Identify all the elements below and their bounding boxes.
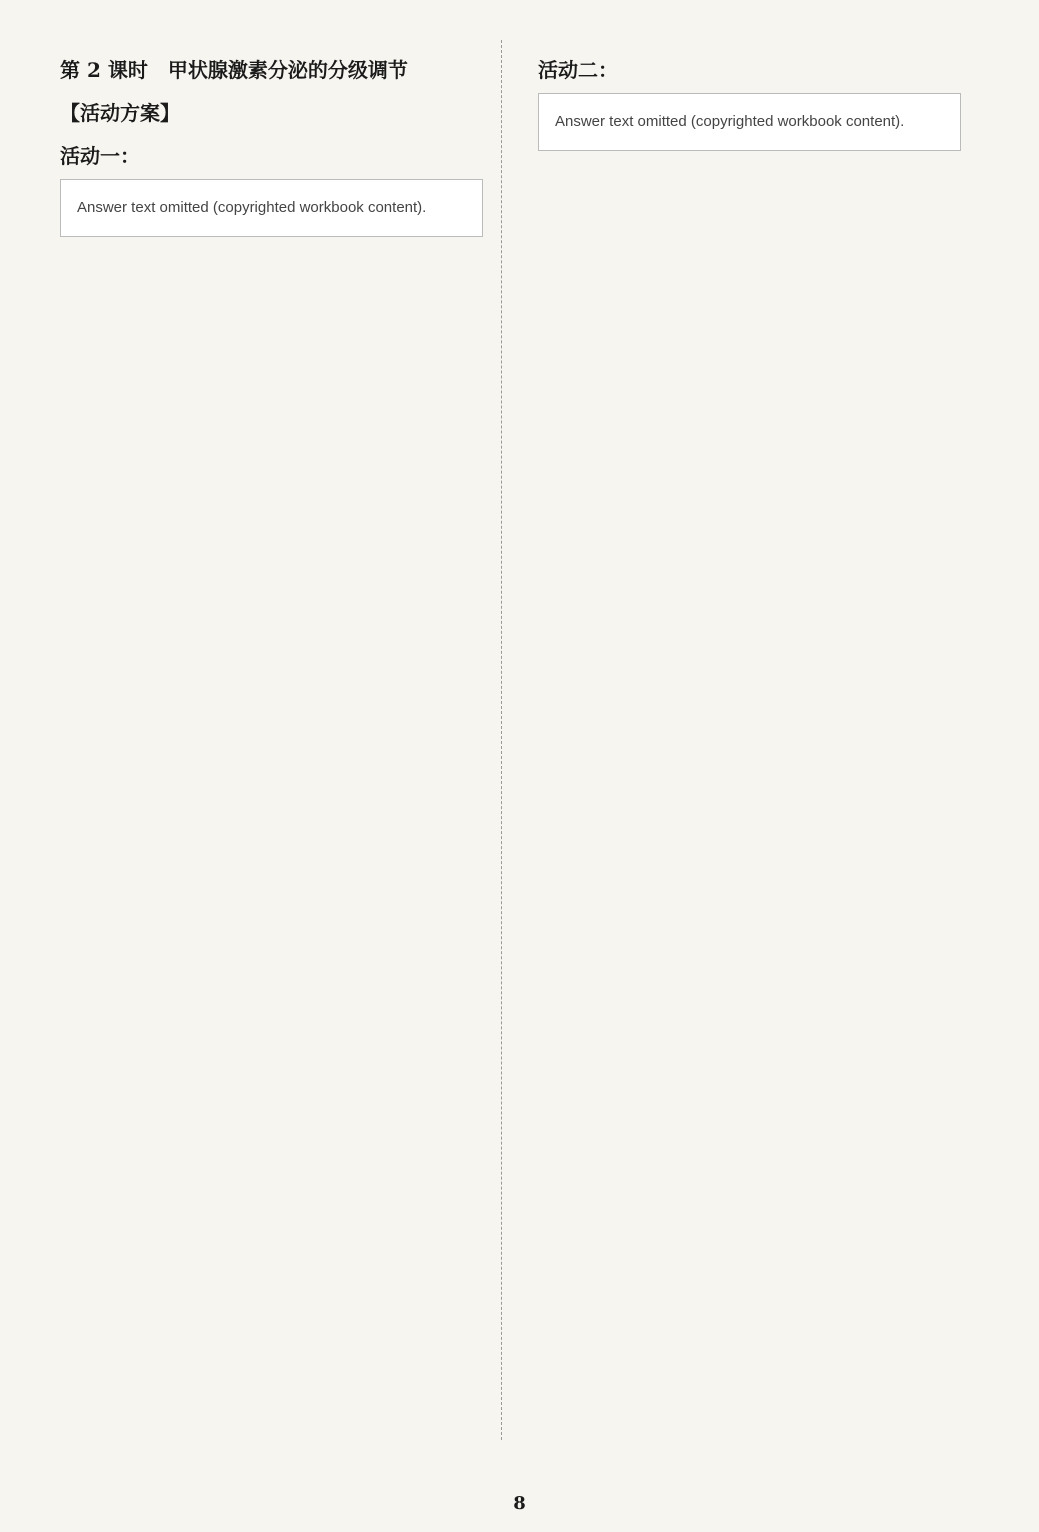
right-column [538,40,979,1440]
left-placeholder: Answer text omitted (copyrighted workbook content). [60,179,483,237]
activity-one-label: 活动一： [60,144,140,168]
activity-two-label: 活动二： [538,58,618,82]
section-title: 第 2 课时 甲状腺激素分泌的分级调节 [60,58,408,82]
page-number: 8 [513,1493,526,1514]
plan-label: 【活动方案】 [60,101,180,125]
right-placeholder: Answer text omitted (copyrighted workbook content). [538,93,961,151]
left-column [60,40,502,1440]
two-column-layout [60,40,979,1440]
